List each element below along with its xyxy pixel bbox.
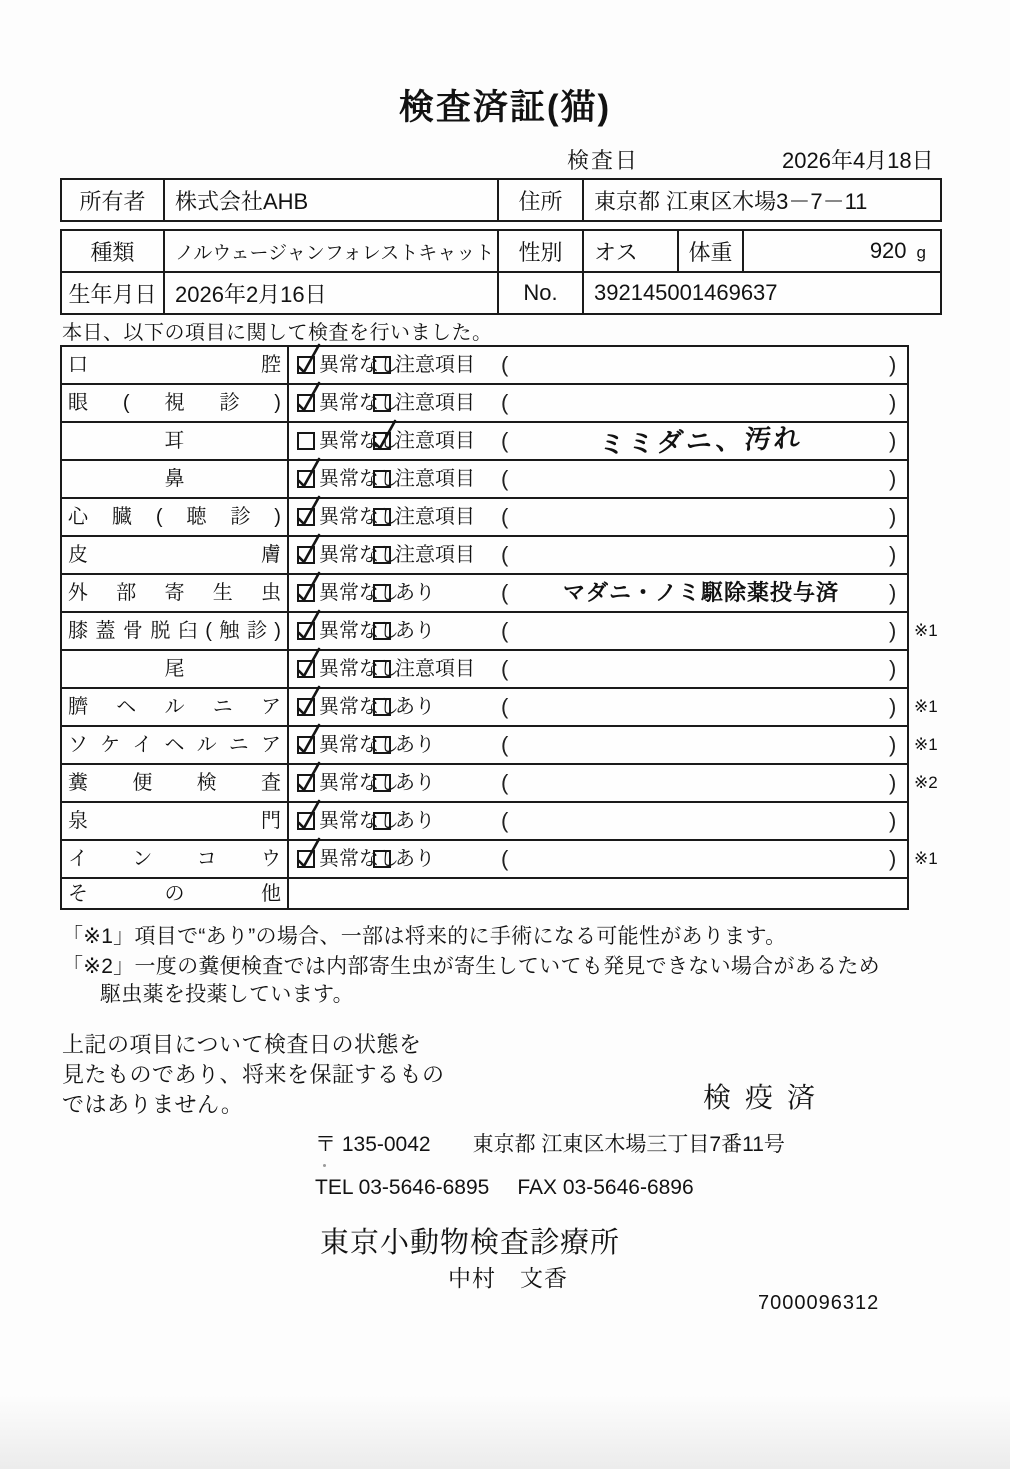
checkbox-attention bbox=[373, 774, 391, 792]
checkbox-attention bbox=[373, 622, 391, 640]
label-char: 寄 bbox=[164, 582, 185, 604]
paren-note-text: ミミダニ、汚れ bbox=[598, 422, 804, 460]
exam-item-results bbox=[289, 385, 907, 421]
pet-table bbox=[60, 229, 942, 315]
exam-row bbox=[62, 499, 907, 537]
exam-item-label bbox=[62, 575, 289, 611]
footnote-1: 「※1」項目で“あり”の場合、一部は将来的に手術になる可能性があります。 bbox=[62, 925, 787, 948]
clinic-postal-line bbox=[315, 1128, 785, 1158]
checkbox-no-abnormality bbox=[297, 774, 315, 792]
checkbox-no-abnormality bbox=[297, 432, 315, 450]
checkbox-attention bbox=[373, 356, 391, 374]
exam-item-results bbox=[289, 879, 907, 908]
label-char: 臓 bbox=[111, 506, 132, 528]
checkbox-no-abnormality-label: 異常なし bbox=[319, 544, 399, 566]
label-char: ) bbox=[274, 506, 281, 528]
label-char: の bbox=[164, 882, 185, 905]
breed-label: 種類 bbox=[62, 231, 165, 271]
checkbox-no-abnormality bbox=[297, 394, 315, 412]
paren-open: ( bbox=[501, 656, 509, 681]
paren-open: ( bbox=[501, 504, 509, 529]
label-char: 眼 bbox=[68, 392, 88, 414]
checkbox-attention bbox=[373, 850, 391, 868]
label-char: ニ bbox=[212, 696, 233, 718]
owner-value: 株式会社AHB bbox=[165, 180, 499, 220]
checkbox-attention bbox=[373, 508, 391, 526]
exam-table bbox=[60, 345, 938, 910]
exam-item-label bbox=[62, 537, 289, 573]
paren-close: ) bbox=[889, 542, 897, 567]
paren-close: ) bbox=[889, 770, 897, 795]
exam-row bbox=[62, 689, 938, 727]
paren-open: ( bbox=[501, 694, 509, 719]
disclaimer-line-1: 上記の項目について検査日の状態を bbox=[62, 1032, 422, 1057]
exam-row bbox=[62, 423, 907, 461]
label-char: 口 bbox=[68, 354, 88, 376]
checkbox-attention bbox=[373, 736, 391, 754]
veterinarian-name: 中村 文香 bbox=[448, 1265, 568, 1291]
checkbox-attention-label: 注意項目 bbox=[395, 506, 475, 528]
exam-item-results bbox=[289, 423, 907, 459]
intro-text: 本日、以下の項目に関して検査を行いました。 bbox=[62, 322, 493, 344]
exam-item-label bbox=[62, 651, 289, 687]
weight-label: 体重 bbox=[679, 231, 744, 271]
label-char: 検 bbox=[196, 772, 217, 794]
paren-open: ( bbox=[501, 846, 509, 871]
checkbox-attention-label: 注意項目 bbox=[395, 354, 475, 376]
label-char: 外 bbox=[68, 582, 88, 604]
checkbox-attention bbox=[373, 432, 391, 450]
label-char: 生 bbox=[212, 582, 233, 604]
checkbox-attention-label: あり bbox=[395, 620, 435, 642]
label-char: ( bbox=[155, 506, 163, 528]
disclaimer-line-3: ではありません。 bbox=[62, 1092, 244, 1117]
label-char: 便 bbox=[132, 772, 153, 794]
exam-row bbox=[62, 727, 938, 765]
checkbox-attention bbox=[373, 812, 391, 830]
checkbox-attention-label: あり bbox=[395, 734, 435, 756]
exam-item-results bbox=[289, 689, 907, 725]
checkbox-attention-label: 注意項目 bbox=[395, 468, 475, 490]
paren-open: ( bbox=[501, 542, 509, 567]
checkbox-attention-label: 注意項目 bbox=[395, 430, 475, 452]
label-char: ソ bbox=[68, 734, 88, 756]
exam-item-label bbox=[62, 689, 289, 725]
checkbox-no-abnormality-label: 異常なし bbox=[319, 620, 399, 642]
paren-open: ( bbox=[501, 808, 509, 833]
checkbox-no-abnormality-label: 異常なし bbox=[319, 468, 399, 490]
owner-label: 所有者 bbox=[62, 180, 165, 220]
exam-item-label bbox=[62, 841, 289, 877]
pet-row-1 bbox=[62, 231, 940, 271]
exam-item-label bbox=[62, 423, 289, 459]
label-char: 腔 bbox=[261, 354, 281, 376]
checkbox-attention-label: 注意項目 bbox=[395, 392, 475, 414]
inspection-date-value: 2026年4月18日 bbox=[782, 148, 934, 173]
checkbox-attention bbox=[373, 660, 391, 678]
label-char: ア bbox=[260, 734, 281, 756]
paren-close: ) bbox=[889, 466, 897, 491]
label-char: ン bbox=[132, 848, 153, 870]
no-value: 392145001469637 bbox=[594, 280, 778, 305]
label-char: ニ bbox=[228, 734, 249, 756]
exam-row bbox=[62, 461, 907, 499]
label-char: 尾 bbox=[164, 658, 185, 680]
paren-close: ) bbox=[889, 580, 897, 605]
paren-close: ) bbox=[889, 808, 897, 833]
checkbox-no-abnormality bbox=[297, 622, 315, 640]
document-serial-number: 7000096312 bbox=[758, 1292, 880, 1314]
paren-close: ) bbox=[889, 428, 897, 453]
label-char: ウ bbox=[260, 848, 281, 870]
checkbox-no-abnormality-label: 異常なし bbox=[319, 506, 399, 528]
checkbox-no-abnormality-label: 異常なし bbox=[319, 430, 399, 452]
label-char: 虫 bbox=[261, 582, 281, 604]
paren-open: ( bbox=[501, 732, 509, 757]
checkbox-no-abnormality-label: 異常なし bbox=[319, 734, 399, 756]
exam-row bbox=[62, 803, 907, 841]
exam-row bbox=[62, 613, 938, 651]
checkbox-no-abnormality bbox=[297, 736, 315, 754]
label-char: 膚 bbox=[261, 544, 281, 566]
pet-row-2 bbox=[62, 271, 940, 313]
checkbox-no-abnormality-label: 異常なし bbox=[319, 354, 399, 376]
label-char: コ bbox=[196, 848, 217, 870]
checkbox-attention bbox=[373, 470, 391, 488]
label-char: ル bbox=[196, 734, 217, 756]
exam-item-label bbox=[62, 347, 289, 383]
exam-item-label bbox=[62, 385, 289, 421]
label-char: 門 bbox=[261, 810, 281, 832]
checkbox-attention bbox=[373, 584, 391, 602]
birth-label: 生年月日 bbox=[62, 273, 165, 313]
exam-item-results bbox=[289, 499, 907, 535]
footnote-ref: ※1 bbox=[914, 697, 938, 716]
checkbox-no-abnormality bbox=[297, 356, 315, 374]
paren-close: ) bbox=[889, 694, 897, 719]
paren-close: ) bbox=[889, 846, 897, 871]
label-char: ( bbox=[122, 392, 130, 414]
exam-item-results bbox=[289, 727, 907, 763]
checkbox-attention-label: あり bbox=[395, 848, 435, 870]
label-char: 診 bbox=[230, 506, 251, 528]
checkbox-no-abnormality-label: 異常なし bbox=[319, 696, 399, 718]
label-char: 臼 bbox=[177, 620, 198, 642]
weight-number: 920 bbox=[869, 238, 907, 263]
label-char: ア bbox=[261, 696, 281, 718]
label-char: ヘ bbox=[164, 734, 185, 756]
paren-open: ( bbox=[501, 618, 509, 643]
checkbox-attention-label: 注意項目 bbox=[395, 658, 475, 680]
checkbox-attention bbox=[373, 698, 391, 716]
checkbox-no-abnormality-label: 異常なし bbox=[319, 658, 399, 680]
label-char: 診 bbox=[246, 620, 267, 642]
label-char: 骨 bbox=[122, 620, 143, 642]
exam-item-label bbox=[62, 499, 289, 535]
label-char: 臍 bbox=[68, 696, 88, 718]
label-char: 鼻 bbox=[164, 468, 185, 490]
checkbox-no-abnormality bbox=[297, 850, 315, 868]
checkbox-no-abnormality-label: 異常なし bbox=[319, 772, 399, 794]
label-char: ル bbox=[164, 696, 185, 718]
quarantine-stamp: 検疫済 bbox=[703, 1082, 830, 1113]
exam-item-label bbox=[62, 879, 289, 908]
label-char: 糞 bbox=[68, 772, 88, 794]
footnote-ref: ※2 bbox=[914, 773, 938, 792]
footnote-ref: ※1 bbox=[914, 849, 938, 868]
paren-close: ) bbox=[889, 618, 897, 643]
label-char: ) bbox=[274, 392, 281, 414]
paren-open: ( bbox=[501, 466, 509, 491]
checkbox-no-abnormality-label: 異常なし bbox=[319, 582, 399, 604]
owner-table bbox=[60, 178, 942, 222]
exam-item-results bbox=[289, 765, 907, 801]
checkbox-no-abnormality bbox=[297, 584, 315, 602]
exam-item-label bbox=[62, 613, 289, 649]
footnote-ref: ※1 bbox=[914, 621, 938, 640]
sex-value: オス bbox=[584, 231, 679, 271]
checkbox-attention bbox=[373, 546, 391, 564]
paren-open: ( bbox=[501, 580, 509, 605]
checkbox-attention-label: あり bbox=[395, 772, 435, 794]
inspection-date-label: 検査日 bbox=[567, 148, 640, 173]
label-char: 査 bbox=[260, 772, 281, 794]
label-char: 脱 bbox=[150, 620, 171, 642]
exam-row bbox=[62, 347, 907, 385]
clinic-telfax-line bbox=[315, 1176, 694, 1200]
exam-row bbox=[62, 575, 907, 613]
checkbox-no-abnormality-label: 異常なし bbox=[319, 392, 399, 414]
breed-value: ノルウェージャンフォレストキャット bbox=[165, 231, 499, 271]
exam-item-label bbox=[62, 461, 289, 497]
label-char: イ bbox=[132, 734, 153, 756]
paren-note-text: マダニ・ノミ駆除薬投与済 bbox=[562, 580, 839, 605]
checkbox-no-abnormality bbox=[297, 470, 315, 488]
label-char: 皮 bbox=[68, 544, 88, 566]
scan-artifact-dot bbox=[323, 1164, 326, 1167]
checkbox-no-abnormality bbox=[297, 698, 315, 716]
exam-item-results bbox=[289, 461, 907, 497]
label-char: 耳 bbox=[164, 430, 185, 452]
label-char: ケ bbox=[100, 734, 121, 756]
checkbox-no-abnormality bbox=[297, 812, 315, 830]
checkbox-attention-label: あり bbox=[395, 810, 435, 832]
label-char: 診 bbox=[219, 392, 240, 414]
footnote-ref: ※1 bbox=[914, 735, 938, 754]
paren-close: ) bbox=[889, 656, 897, 681]
exam-item-results bbox=[289, 651, 907, 687]
checkbox-attention-label: あり bbox=[395, 582, 435, 604]
weight-value bbox=[744, 231, 940, 271]
exam-row bbox=[62, 765, 938, 803]
page-title: 検査済証(猫) bbox=[398, 88, 612, 127]
footnote-2: 「※2」一度の糞便検査では内部寄生虫が寄生していても発見できない場合があるため bbox=[62, 955, 880, 978]
checkbox-no-abnormality-label: 異常なし bbox=[319, 810, 399, 832]
clinic-tel: TEL 03-5646-6895 bbox=[315, 1176, 490, 1199]
checkbox-no-abnormality bbox=[297, 660, 315, 678]
exam-row bbox=[62, 841, 938, 879]
paren-close: ) bbox=[889, 352, 897, 377]
label-char: イ bbox=[68, 848, 88, 870]
exam-item-results bbox=[289, 803, 907, 839]
paren-open: ( bbox=[501, 428, 509, 453]
checkbox-no-abnormality bbox=[297, 508, 315, 526]
clinic-postal-code: 〒 135-0042 bbox=[315, 1133, 431, 1156]
disclaimer-line-2: 見たものであり、将来を保証するもの bbox=[62, 1062, 445, 1087]
exam-row bbox=[62, 537, 907, 575]
owner-address-value: 東京都 江東区木場3－7－11 bbox=[594, 188, 868, 214]
exam-item-label bbox=[62, 727, 289, 763]
paren-close: ) bbox=[889, 390, 897, 415]
exam-item-label bbox=[62, 803, 289, 839]
checkbox-attention-label: 注意項目 bbox=[395, 544, 475, 566]
no-label: No. bbox=[499, 273, 584, 313]
exam-item-results bbox=[289, 613, 907, 649]
owner-row bbox=[62, 180, 940, 220]
exam-row bbox=[62, 385, 907, 423]
paren-close: ) bbox=[889, 732, 897, 757]
exam-item-results bbox=[289, 841, 907, 877]
label-char: ヘ bbox=[116, 696, 137, 718]
label-char: 蓋 bbox=[95, 620, 116, 642]
clinic-name: 東京小動物検査診療所 bbox=[320, 1227, 621, 1259]
exam-row bbox=[62, 879, 907, 908]
exam-item-label bbox=[62, 765, 289, 801]
paren-close: ) bbox=[889, 504, 897, 529]
footnote-2-continued: 駆虫薬を投薬しています。 bbox=[100, 983, 354, 1006]
label-char: そ bbox=[68, 882, 88, 905]
paren-open: ( bbox=[501, 770, 509, 795]
label-char: 聴 bbox=[186, 506, 207, 528]
exam-item-results bbox=[289, 347, 907, 383]
label-char: 泉 bbox=[68, 810, 88, 832]
paren-open: ( bbox=[501, 352, 509, 377]
paren-open: ( bbox=[501, 390, 509, 415]
label-char: ( bbox=[205, 620, 212, 642]
birth-value: 2026年2月16日 bbox=[165, 273, 499, 313]
label-char: 部 bbox=[116, 582, 137, 604]
checkbox-no-abnormality bbox=[297, 546, 315, 564]
exam-item-results bbox=[289, 575, 907, 611]
label-char: 他 bbox=[261, 882, 281, 905]
clinic-address: 東京都 江東区木場三丁目7番11号 bbox=[472, 1133, 785, 1156]
exam-item-results bbox=[289, 537, 907, 573]
exam-row bbox=[62, 651, 907, 689]
label-char: 膝 bbox=[68, 620, 88, 642]
checkbox-no-abnormality-label: 異常なし bbox=[319, 848, 399, 870]
sex-label: 性別 bbox=[499, 231, 584, 271]
checkbox-attention-label: あり bbox=[395, 696, 435, 718]
label-char: ) bbox=[274, 620, 281, 642]
clinic-fax: FAX 03-5646-6896 bbox=[517, 1176, 694, 1199]
checkbox-attention bbox=[373, 394, 391, 412]
label-char: 触 bbox=[219, 620, 240, 642]
weight-unit: g bbox=[916, 243, 926, 262]
label-char: 視 bbox=[164, 392, 185, 414]
label-char: 心 bbox=[68, 506, 88, 528]
owner-address-label: 住所 bbox=[499, 180, 584, 220]
